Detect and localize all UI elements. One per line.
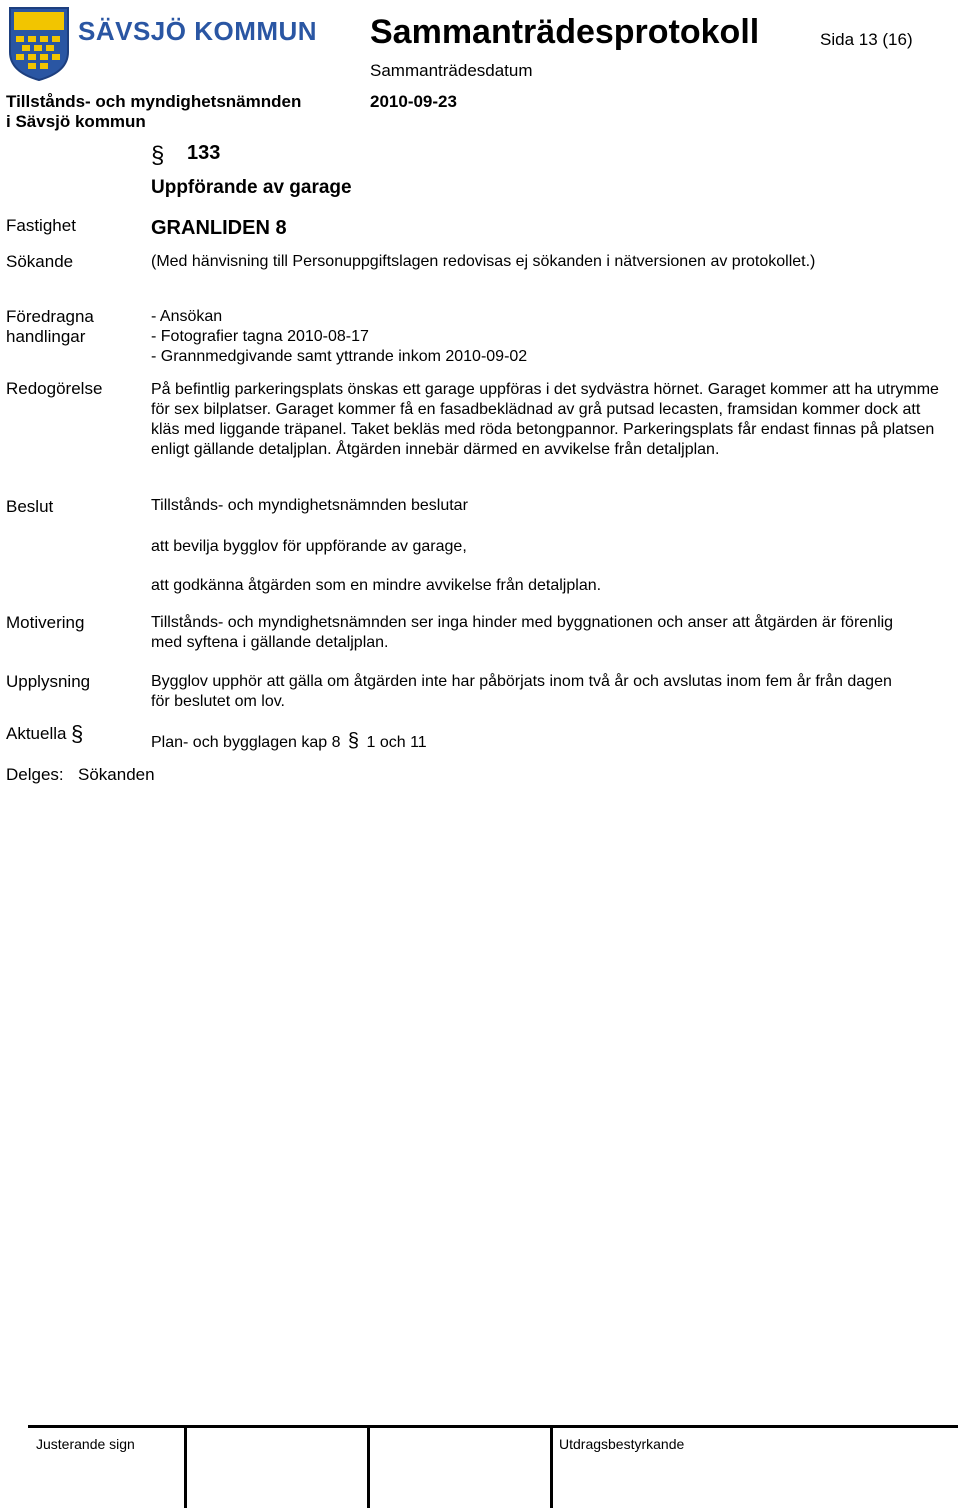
case-number: 133 xyxy=(187,142,221,164)
utdragsbestyrkande-label: Utdragsbestyrkande xyxy=(559,1436,685,1452)
aktuella-law: Plan- och bygglagen kap 8 xyxy=(151,734,341,751)
fastighet-value: GRANLIDEN 8 xyxy=(151,217,287,239)
beslut-label: Beslut xyxy=(6,497,54,516)
aktuella-paragraphs: 1 och 11 xyxy=(366,734,427,751)
board-name-line1: Tillstånds- och myndighetsnämnden xyxy=(6,92,302,111)
beslut-item-1: att bevilja bygglov för uppförande av garage, xyxy=(151,538,467,555)
municipal-crest-logo xyxy=(8,6,70,82)
beslut-item-2: att godkänna åtgärden som en mindre avvikelse från detaljplan. xyxy=(151,577,602,594)
footer-top-rule xyxy=(28,1425,958,1428)
foredragna-label-line2: handlingar xyxy=(6,327,86,346)
crest-icon xyxy=(8,6,70,82)
document-title: Sammanträdesprotokoll xyxy=(370,13,760,51)
redogorelse-text: På befintlig parkeringsplats önskas ett garage uppföras i det sydvästra hörnet. Garaget kommer att ha utrymme för sex bilplatser. Garaget kommer få en fasadbeklädnad av grå putsad lecasten, framsidan kommer dock att kläs med liggande träpanel. Taket bekläs med röda betongpannor. Parkeringsplats får endast finnas på platsen enligt gällande detaljplan. Åtgärden innebär därmed en avvikelse från detaljplan. xyxy=(151,381,939,458)
delges-value: Sökanden xyxy=(78,765,155,784)
aktuella-label: Aktuella xyxy=(6,724,67,743)
motivering-text: Tillstånds- och myndighetsnämnden ser inga hinder med byggnationen och anser att åtgärden är förenlig med syftena i gällande detaljplan. xyxy=(151,614,894,651)
handling-item: - Fotografier tagna 2010-08-17 xyxy=(151,328,369,345)
foredragna-label-line1: Föredragna xyxy=(6,307,94,326)
fastighet-label: Fastighet xyxy=(6,216,76,235)
meeting-date-label: Sammanträdesdatum xyxy=(370,61,533,80)
beslut-intro: Tillstånds- och myndighetsnämnden beslutar xyxy=(151,497,468,514)
footer-divider xyxy=(550,1428,553,1508)
board-name-line2: i Sävsjö kommun xyxy=(6,112,146,131)
motivering-label: Motivering xyxy=(6,613,85,632)
handling-item: - Grannmedgivande samt yttrande inkom 2010-09-02 xyxy=(151,348,528,365)
aktuella-value-symbol: § xyxy=(347,730,360,752)
page-indicator: Sida 13 (16) xyxy=(820,30,913,49)
delges-label: Delges: xyxy=(6,765,64,784)
sokande-value: (Med hänvisning till Personuppgiftslagen redovisas ej sökanden i nätversionen av protokollet.) xyxy=(151,253,816,270)
footer-divider xyxy=(367,1428,370,1508)
justerande-sign-label: Justerande sign xyxy=(36,1436,135,1452)
section-symbol: § xyxy=(151,142,165,169)
upplysning-text: Bygglov upphör att gälla om åtgärden inte har påbörjats inom två år och avslutas inom fem år från dagen för beslutet om lov. xyxy=(151,673,892,710)
sokande-label: Sökande xyxy=(6,252,74,271)
aktuella-section-symbol: § xyxy=(71,721,84,746)
case-title: Uppförande av garage xyxy=(151,177,352,198)
meeting-date-value: 2010-09-23 xyxy=(370,92,457,111)
aktuella-value xyxy=(151,731,427,753)
handling-item: - Ansökan xyxy=(151,308,223,325)
redogorelse-label: Redogörelse xyxy=(6,379,103,398)
upplysning-label: Upplysning xyxy=(6,672,91,691)
org-name-logo: SÄVSJÖ KOMMUN xyxy=(78,16,318,46)
footer-divider xyxy=(184,1428,187,1508)
